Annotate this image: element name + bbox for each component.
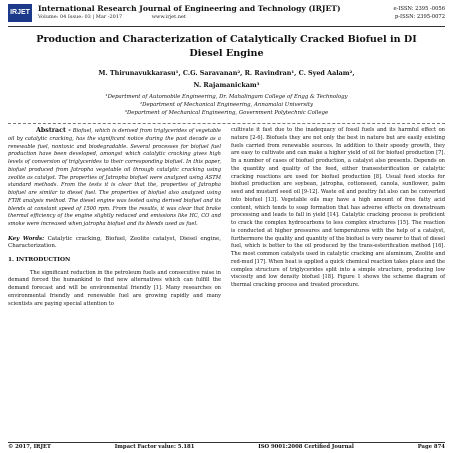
intro-heading: 1. INTRODUCTION [8,256,71,263]
journal-title: International Research Journal of Engineering and Technology (IRJET) [38,4,341,13]
keywords-heading: Key Words: [8,235,45,242]
right-column [231,127,445,290]
left-column [8,127,221,308]
abstract [8,127,221,229]
journal-header [8,4,445,24]
right-column-text: cultivate it fast due to the inadequacy of fossil fuels and its harmful effect on nature [2-6]. Biofuels they are not only the best in nature but are easily existing fuels carried from renewable sources. In addition to their speedy growth, they are easy to cultivate and can make a higher yield of oil for biofuel production [7]. In a number of cases of biofuel production, a catalyst also presents. Depends on the quantity and quality of the feed, either transesterification or catalytic cracking reactions are used for biofuel production [8]. Usual feed stocks for biofuel production are soybean, jatropha, cottonseed, canola, sunflower, palm seed and mustard seed oil [9-12]. Waste oil and poultry fat also can be converted into biofuel [13]. Vegetable oils may have a high amount of free fatty acid content, which tends to soap formation that has adverse effects on downstream processing and leads to fall in yield [14]. Catalytic cracking process is proficient to crack the complex hydrocarbons to less complex structures [15]. The reaction is conducted at higher pressures and temperatures with the help of a catalyst, furthermore the quality and quantity of the biofuel is very nearer to that of diesel fuel, which is better to the oil produced by the trans-esterification method [16]. The most common catalysts used in catalytic cracking are aluminum, Zeolite and red-mud [17]. When heat is applied a quick chemical reaction takes place and the complex structure of triglycerides split into a simple structure, producing low viscosity and low density biofuel [18]. Figure 1 shows the scheme diagram of thermal cracking process and treated procedure. [231,127,445,288]
issn-block [394,5,445,21]
affiliation-2: ²Department of Mechanical Engineering, Annamalai University [139,102,314,108]
footer-impact: Impact Factor value: 5.181 [114,444,195,450]
pissn: p-ISSN: 2395-0072 [394,14,445,20]
affiliations [15,93,438,117]
section-divider [8,123,445,124]
page-footer [8,442,445,450]
author-list [15,67,438,91]
volume-issue: Volume: 04 Issue: 03 | Mar -2017 [38,14,123,20]
irjet-logo: IRJET [8,4,32,22]
footer-copyright: © 2017, IRJET [8,444,51,450]
authors-line-1: M. Thirunavukkarasu¹, C.G. Saravanan², R. Ravindran¹, C. Syed Aalam², [98,69,355,77]
keywords [8,236,221,251]
header-divider [8,26,445,27]
paper-title: Production and Characterization of Catalytically Cracked Biofuel in DI Diesel Engine [36,34,417,59]
abstract-text: Biofuel, which is derived from triglycerides of vegetable oil by catalytic cracking, has the significant notice during the past decade as a renewable fuel, nontoxic and biodegradable. Several processes for biofuel fuel production have been developed, amongst which catalytic cracking gives high levels of conversion of triglycerides to their corresponding biofuel. In this paper, biofuel produced from Jatropha vegetable oil through catalytic cracking using zeolite as catalyst. The properties of Jatropha biofuel were analyzed using ASTM standard methods. From the tests it is clear that the, properties of Jatropha biofuel are similar to diesel fuel. The properties of biofuel also analyzed using FTIR analysis method. The diesel engine was tested using derived biofuel and its blends at constant speed of 1500 rpm. From the results, it was clear that brake thermal efficiency of the engine slightly reduced and emissions like HC, CO and smoke were increased when jatropha biofuel and its blends used as fuel. [8,128,221,227]
intro-paragraph: The significant reduction in the petroleum fuels and consecutive raise in demand forced the humankind to find new alternatives which can fulfill the demand forecast and will be environmental friendly [1]. Many researches on environmental friendly and renewable fuel are growing rapidly and many scientists are paying special attention to [8,269,221,307]
affiliation-1: ¹Department of Automobile Engineering, Dr. Mahalingam College of Engg & Technology [105,94,348,100]
eissn: e-ISSN: 2395 -0056 [393,6,445,12]
footer-iso: ISO 9001:2008 Certified Journal [258,444,354,450]
footer-page: Page 874 [417,444,445,450]
keywords-text: Catalytic cracking, Biofuel, Zeolite catalyst, Diesel engine, Characterization. [8,235,222,250]
affiliation-3: ³Department of Mechanical Engineering, Government Polytechnic College [124,110,329,116]
journal-subline [38,14,214,20]
abstract-heading: Abstract - [36,127,71,134]
authors-line-2: N. Rajamanickam³ [193,81,260,89]
journal-website[interactable]: www.irjet.net [151,14,186,20]
